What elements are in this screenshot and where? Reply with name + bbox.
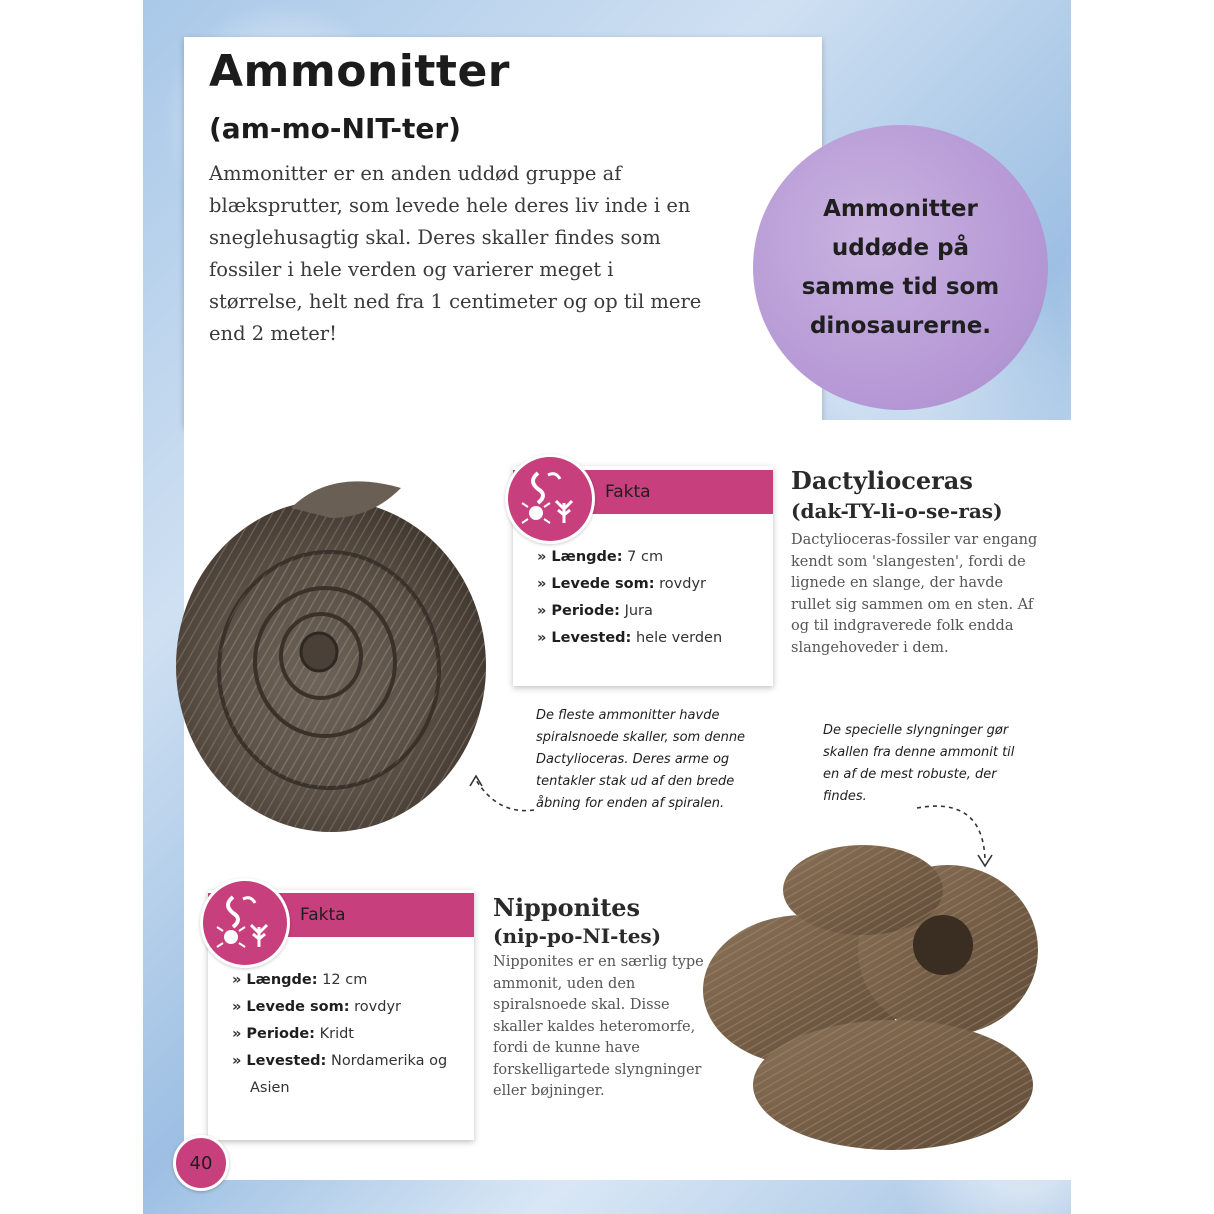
fact-item-lived-as: » Levede som: rovdyr [537, 571, 722, 598]
fact-animals-icon [200, 878, 290, 968]
dactylioceras-pronunciation: (dak-TY-li-o-se-ras) [791, 499, 1003, 523]
fact-item-length: » Længde: 12 cm [232, 967, 452, 994]
nipponites-name: Nipponites [493, 893, 641, 922]
fact-item-habitat: » Levested: hele verden [537, 625, 722, 652]
fact-item-length: » Længde: 7 cm [537, 544, 722, 571]
caption-spiral-shells: De fleste ammonitter havde spiralsnoede skaller, som denne Dactylioceras. Deres arme og tentakler stak ud af den brede åbning for enden af spiralen. [536, 708, 746, 811]
fact-label: Fakta [605, 482, 651, 502]
dactylioceras-fossil-image [171, 448, 499, 838]
nipponites-description: Nipponites er en særlig type ammonit, uden den spiralsnoede skal. Disse skaller kaldes heteromorfe, fordi de kunne have forskelligartede slyngninger eller bøjninger. [493, 954, 704, 1099]
nipponites-pronunciation: (nip-po-NI-tes) [493, 924, 662, 948]
intro-text: Ammonitter er en anden uddød gruppe af blæksprutter, som levede hele deres liv inde i en sneglehusagtig skal. Deres skaller findes som fossiler i hele verden og varierer meget i størrelse, helt ned fra 1 centimeter og op til mere end 2 meter! [209, 162, 702, 345]
fact-badge [753, 125, 1048, 410]
fact-item-period: » Periode: Jura [537, 598, 722, 625]
page-title: Ammonitter [209, 46, 510, 97]
fact-item-lived-as: » Levede som: rovdyr [232, 994, 452, 1021]
caption-robust-shell: De specielle slyngninger gør skallen fra denne ammonit til en af de mest robuste, der findes. [823, 723, 1015, 804]
fact-animals-icon [505, 454, 595, 544]
fact-label: Fakta [300, 905, 346, 925]
badge-text: Ammonitter uddøde på samme tid som dinosaurerne. [801, 195, 1000, 339]
dactylioceras-description: Dactylioceras-fossiler var engang kendt som 'slangesten', fordi de lignede en slange, der havde rullet sig sammen om en sten. Af og til indgraverede folk endda slangehoveder i dem. [791, 532, 1038, 656]
fact-item-period: » Periode: Kridt [232, 1021, 452, 1048]
page-number: 40 [173, 1135, 229, 1191]
fact-item-habitat: » Levested: Nordamerika og Asien [232, 1048, 452, 1102]
book-page [143, 0, 1071, 1214]
caption-arrow-left [468, 770, 538, 820]
title-pronunciation: (am-mo-NIT-ter) [209, 112, 461, 145]
nipponites-fossil-image [693, 830, 1063, 1165]
dactylioceras-name: Dactylioceras [791, 466, 973, 495]
fact-box-nipponites [208, 890, 474, 1140]
fact-box-dactylioceras [513, 466, 773, 686]
fact-list [537, 544, 722, 652]
fact-list [232, 967, 452, 1102]
